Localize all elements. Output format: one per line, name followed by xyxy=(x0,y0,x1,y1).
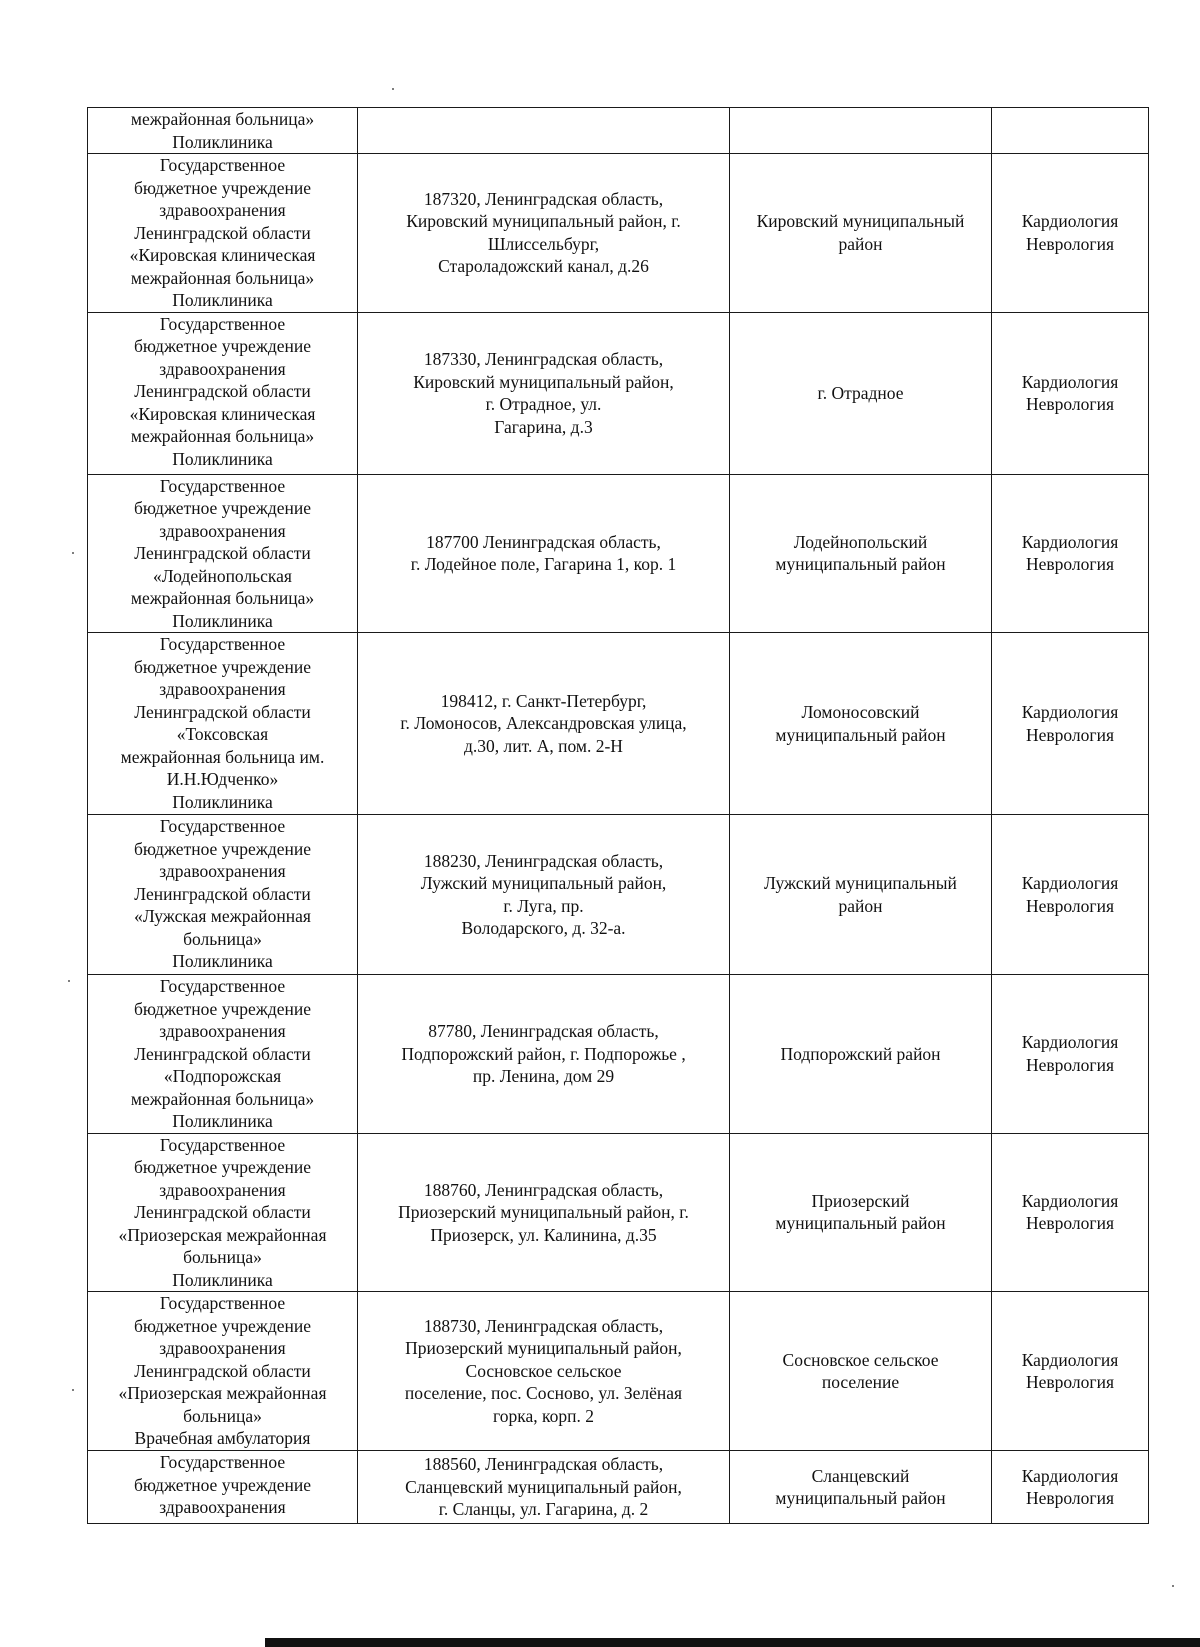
org-cell: Государственное бюджетное учреждение здравоохранения Ленинградской области «Кировская клиническая межрайонная больница» Поликлиника xyxy=(88,312,358,474)
org-cell: Государственное бюджетное учреждение здравоохранения Ленинградской области «Кировская клиническая межрайонная больница» Поликлиника xyxy=(88,154,358,313)
district-cell: Сланцевский муниципальный район xyxy=(730,1451,992,1524)
specialties-cell: Кардиология Неврология xyxy=(992,1292,1149,1451)
org-cell: Государственное бюджетное учреждение здравоохранения Ленинградской области «Приозерская межрайонная больница» Поликлиника xyxy=(88,1133,358,1292)
specialties-cell: Кардиология Неврология xyxy=(992,312,1149,474)
table-row xyxy=(88,1133,1149,1292)
specialties-cell: Кардиология Неврология xyxy=(992,154,1149,313)
address-cell: 188730, Ленинградская область, Приозерский муниципальный район, Сосновское сельское поселение, пос. Сосново, ул. Зелёная горка, корп. 2 xyxy=(358,1292,730,1451)
org-cell: Государственное бюджетное учреждение здравоохранения xyxy=(88,1451,358,1524)
org-cell: Государственное бюджетное учреждение здравоохранения Ленинградской области «Токсовская межрайонная больница им. И.Н.Юдченко» Поликлиника xyxy=(88,633,358,815)
address-cell xyxy=(358,108,730,154)
district-cell: Приозерский муниципальный район xyxy=(730,1133,992,1292)
specialties-cell: Кардиология Неврология xyxy=(992,1451,1149,1524)
address-cell: 188560, Ленинградская область, Сланцевский муниципальный район, г. Сланцы, ул. Гагарина, д. 2 xyxy=(358,1451,730,1524)
address-cell: 187700 Ленинградская область, г. Лодейное поле, Гагарина 1, кор. 1 xyxy=(358,474,730,633)
district-cell: г. Отрадное xyxy=(730,312,992,474)
scan-speck xyxy=(68,980,70,982)
district-cell: Сосновское сельское поселение xyxy=(730,1292,992,1451)
address-cell: 188230, Ленинградская область, Лужский муниципальный район, г. Луга, пр. Володарского, д. 32-а. xyxy=(358,815,730,975)
specialties-cell: Кардиология Неврология xyxy=(992,815,1149,975)
table-row xyxy=(88,108,1149,154)
org-cell: Государственное бюджетное учреждение здравоохранения Ленинградской области «Лодейнопольская межрайонная больница» Поликлиника xyxy=(88,474,358,633)
scan-speck xyxy=(72,1389,74,1391)
district-cell: Ломоносовский муниципальный район xyxy=(730,633,992,815)
scan-speck xyxy=(72,552,74,554)
scan-edge-line xyxy=(265,1638,1200,1647)
specialties-cell: Кардиология Неврология xyxy=(992,1133,1149,1292)
table-row xyxy=(88,975,1149,1134)
table-row xyxy=(88,1451,1149,1524)
org-cell: Государственное бюджетное учреждение здравоохранения Ленинградской области «Подпорожская межрайонная больница» Поликлиника xyxy=(88,975,358,1134)
address-cell: 187330, Ленинградская область, Кировский муниципальный район, г. Отрадное, ул. Гагарина, д.3 xyxy=(358,312,730,474)
specialties-cell: Кардиология Неврология xyxy=(992,474,1149,633)
address-cell: 187320, Ленинградская область, Кировский муниципальный район, г. Шлиссельбург, Староладожский канал, д.26 xyxy=(358,154,730,313)
org-cell: межрайонная больница» Поликлиника xyxy=(88,108,358,154)
district-cell xyxy=(730,108,992,154)
specialties-cell xyxy=(992,108,1149,154)
table-row xyxy=(88,815,1149,975)
district-cell: Лужский муниципальный район xyxy=(730,815,992,975)
table-row xyxy=(88,154,1149,313)
address-cell: 188760, Ленинградская область, Приозерский муниципальный район, г. Приозерск, ул. Калинина, д.35 xyxy=(358,1133,730,1292)
org-cell: Государственное бюджетное учреждение здравоохранения Ленинградской области «Приозерская межрайонная больница» Врачебная амбулатория xyxy=(88,1292,358,1451)
table-row xyxy=(88,633,1149,815)
district-cell: Лодейнопольский муниципальный район xyxy=(730,474,992,633)
scan-speck xyxy=(1172,1585,1174,1587)
table-row xyxy=(88,312,1149,474)
address-cell: 87780, Ленинградская область, Подпорожский район, г. Подпорожье , пр. Ленина, дом 29 xyxy=(358,975,730,1134)
district-cell: Кировский муниципальный район xyxy=(730,154,992,313)
scan-speck xyxy=(392,88,394,90)
org-cell: Государственное бюджетное учреждение здравоохранения Ленинградской области «Лужская межрайонная больница» Поликлиника xyxy=(88,815,358,975)
table-row xyxy=(88,1292,1149,1451)
specialties-cell: Кардиология Неврология xyxy=(992,975,1149,1134)
table-row xyxy=(88,474,1149,633)
clinics-table xyxy=(87,107,1149,1524)
specialties-cell: Кардиология Неврология xyxy=(992,633,1149,815)
district-cell: Подпорожский район xyxy=(730,975,992,1134)
address-cell: 198412, г. Санкт-Петербург, г. Ломоносов, Александровская улица, д.30, лит. А, пом. 2-Н xyxy=(358,633,730,815)
